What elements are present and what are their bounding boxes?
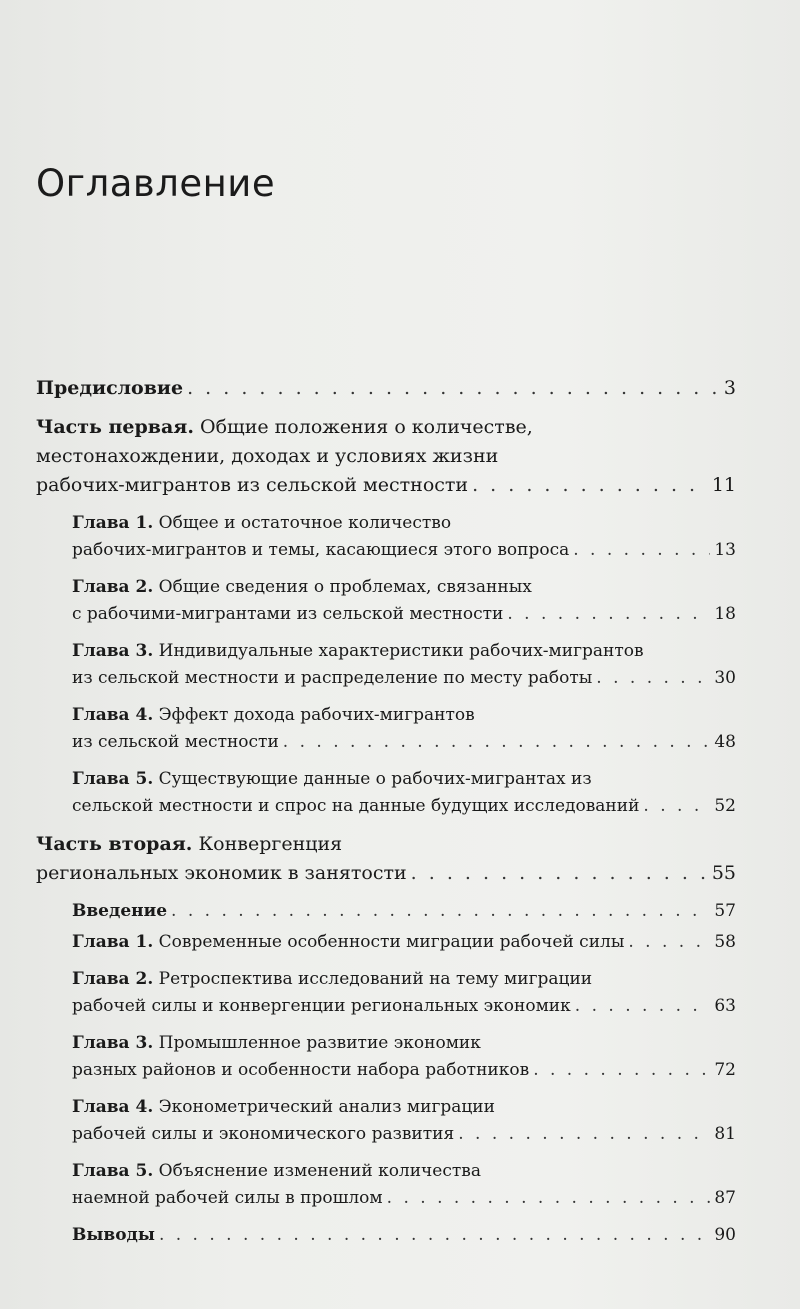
toc-chapter-entry[interactable] — [72, 929, 736, 956]
toc-entry-line: местонахождении, доходах и условиях жизни — [36, 445, 499, 467]
toc-entry-text — [72, 537, 569, 564]
dot-leader — [458, 1121, 710, 1148]
dot-leader — [159, 1222, 710, 1249]
toc-chapter-entry[interactable] — [72, 574, 736, 628]
toc-part-entry[interactable] — [36, 413, 736, 500]
dot-leader — [411, 859, 708, 888]
toc-entry-label: Введение — [72, 901, 168, 921]
toc-entry-text — [72, 1222, 155, 1249]
toc-chapter-entry[interactable] — [72, 702, 736, 756]
page-number: 58 — [714, 932, 736, 952]
toc-entry-line: Объяснение изменений количества — [158, 1161, 481, 1181]
toc-entry-line: Индивидуальные характеристики рабочих-мигрантов — [158, 641, 644, 661]
dot-leader — [171, 898, 710, 925]
dot-leader — [283, 729, 711, 756]
toc-entry-line: Эконометрический анализ миграции — [158, 1097, 495, 1117]
page-number: 18 — [714, 604, 736, 624]
dot-leader — [187, 374, 720, 403]
toc-entry-text — [36, 471, 468, 500]
toc-entry-line: Конвергенция — [198, 833, 343, 855]
toc-entry-text — [72, 705, 475, 725]
toc-entry-text — [72, 769, 592, 789]
toc-entry-line: Современные особенности миграции рабочей силы — [158, 932, 625, 952]
page-number: 72 — [714, 1060, 736, 1080]
toc-entry-text — [72, 1121, 454, 1148]
toc-chapter-entry[interactable] — [72, 1094, 736, 1148]
toc-chapter-entry[interactable] — [72, 1158, 736, 1212]
toc-entry-text — [72, 1161, 481, 1181]
dot-leader — [628, 929, 710, 956]
toc-chapter-entry[interactable] — [72, 966, 736, 1020]
toc-entry-text — [72, 577, 532, 597]
toc-entry-label: Предисловие — [36, 377, 184, 399]
toc-entry-text — [72, 1033, 481, 1053]
toc-chapter-entry[interactable] — [72, 1030, 736, 1084]
toc-entry-line: с рабочими-мигрантами из сельской местности — [72, 604, 504, 624]
toc-entry-text — [72, 601, 503, 628]
toc-entry-line: разных районов и особенности набора работников — [72, 1060, 530, 1080]
dot-leader — [472, 471, 708, 500]
dot-leader — [507, 601, 710, 628]
page-number: 11 — [711, 474, 736, 496]
dot-leader — [643, 793, 710, 820]
toc-entry-line: Существующие данные о рабочих-мигрантах из — [158, 769, 592, 789]
toc-entry-text — [36, 416, 533, 438]
toc-entry-line: Ретроспектива исследований на тему миграции — [158, 969, 593, 989]
toc-entry-line: Промышленное развитие экономик — [158, 1033, 481, 1053]
toc-entry-line: сельской местности и спрос на данные будущих исследований — [72, 796, 640, 816]
page-number: 63 — [714, 996, 736, 1016]
toc-part-entry[interactable] — [36, 830, 736, 888]
toc-entry-line: наемной рабочей силы в прошлом — [72, 1188, 383, 1208]
toc-entry-line: из сельской местности и распределение по месту работы — [72, 668, 593, 688]
toc-entry-text — [72, 898, 167, 925]
toc-entry-text — [36, 833, 342, 855]
toc-entry-line: рабочей силы и конвергенции региональных экономик — [72, 996, 571, 1016]
dot-leader — [387, 1185, 711, 1212]
toc-entry-label: Глава 2. — [72, 577, 154, 597]
dot-leader — [573, 537, 710, 564]
toc-entry-line: рабочей силы и экономического развития — [72, 1124, 455, 1144]
toc-entry-text — [72, 641, 644, 661]
toc-entry-text — [72, 929, 624, 956]
toc-entry-label: Часть вторая. — [36, 833, 193, 855]
table-of-contents — [36, 374, 736, 1259]
toc-entry-label: Глава 5. — [72, 1161, 154, 1181]
toc-entry-text — [72, 969, 592, 989]
page-number: 52 — [714, 796, 736, 816]
toc-entry-line: Общее и остаточное количество — [158, 513, 452, 533]
toc-chapter-entry[interactable] — [72, 510, 736, 564]
toc-chapter-entry[interactable] — [72, 638, 736, 692]
toc-entry-line: рабочих-мигрантов из сельской местности — [36, 474, 469, 496]
toc-entry-label: Глава 2. — [72, 969, 154, 989]
toc-entry-label: Глава 4. — [72, 705, 154, 725]
page-number: 87 — [714, 1188, 736, 1208]
toc-entry-text — [72, 793, 639, 820]
toc-entry-text — [36, 445, 498, 467]
toc-entry-text — [72, 1057, 529, 1084]
toc-entry-label: Глава 3. — [72, 641, 154, 661]
toc-part-entry[interactable] — [36, 374, 736, 403]
toc-entry-line: Общие сведения о проблемах, связанных — [158, 577, 532, 597]
dot-leader — [575, 993, 711, 1020]
toc-entry-label: Глава 4. — [72, 1097, 154, 1117]
toc-entry-label: Выводы — [72, 1225, 155, 1245]
page-title: Оглавление — [36, 162, 276, 205]
toc-entry-line: рабочих-мигрантов и темы, касающиеся этого вопроса — [72, 540, 570, 560]
page-number: 81 — [714, 1124, 736, 1144]
dot-leader — [596, 665, 710, 692]
toc-chapter-entry[interactable] — [72, 1222, 736, 1249]
toc-entry-text — [36, 859, 407, 888]
toc-entry-text — [72, 513, 451, 533]
page-number: 3 — [723, 377, 736, 399]
page-number: 55 — [711, 862, 736, 884]
toc-entry-line: из сельской местности — [72, 732, 279, 752]
toc-entry-text — [72, 729, 279, 756]
dot-leader — [533, 1057, 710, 1084]
toc-entry-line: региональных экономик в занятости — [36, 862, 407, 884]
page-number: 57 — [714, 901, 736, 921]
toc-entry-label: Часть первая. — [36, 416, 194, 438]
toc-entry-text — [72, 665, 592, 692]
toc-chapter-entry[interactable] — [72, 898, 736, 925]
page-number: 90 — [714, 1225, 736, 1245]
toc-entry-label: Глава 1. — [72, 932, 154, 952]
toc-entry-label: Глава 5. — [72, 769, 154, 789]
toc-entry-text — [36, 374, 183, 403]
toc-entry-label: Глава 3. — [72, 1033, 154, 1053]
toc-entry-line: Общие положения о количестве, — [200, 416, 533, 438]
toc-entry-text — [72, 1097, 495, 1117]
show-through-text — [90, 70, 95, 89]
toc-entry-line: Эффект дохода рабочих-мигрантов — [158, 705, 475, 725]
toc-entry-label: Глава 1. — [72, 513, 154, 533]
toc-entry-text — [72, 993, 571, 1020]
page-number: 48 — [714, 732, 736, 752]
toc-chapter-entry[interactable] — [72, 766, 736, 820]
page-number: 13 — [714, 540, 736, 560]
toc-entry-text — [72, 1185, 383, 1212]
page-number: 30 — [714, 668, 736, 688]
